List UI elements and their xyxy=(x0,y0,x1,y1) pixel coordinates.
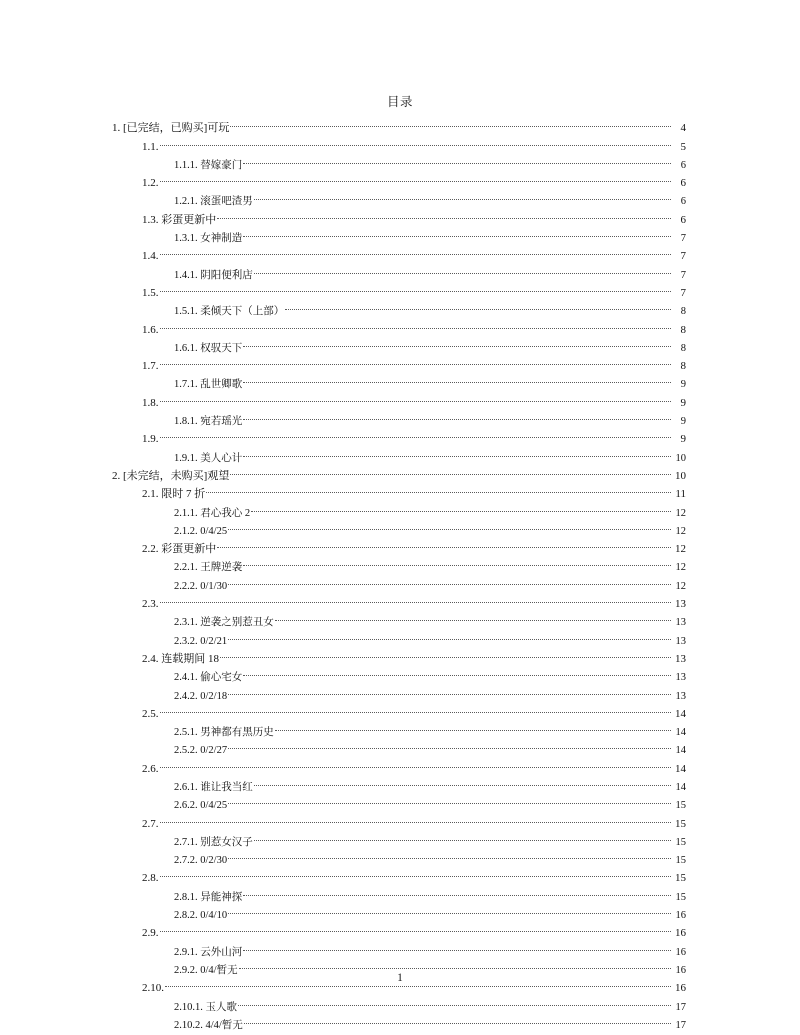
toc-entry-label: 2.3.1. 逆袭之别惹丑女 xyxy=(174,617,274,629)
toc-entry[interactable] xyxy=(174,735,686,757)
toc-leader-dots xyxy=(160,168,672,186)
toc-entry-label: 2.3.2. 0/2/21 xyxy=(174,635,228,647)
toc-leader-dots xyxy=(275,717,671,735)
toc-entry-label: 1.9.1. 美人心计 xyxy=(174,452,243,464)
toc-leader-dots xyxy=(160,387,672,405)
toc-leader-dots xyxy=(244,1010,671,1028)
toc-entry-page-number: 16 xyxy=(675,927,686,940)
toc-entry-label: 2.2. 彩蛋更新中 xyxy=(142,543,217,556)
toc-entry[interactable] xyxy=(142,589,686,611)
toc-entry-label: 1.6.1. 权驭天下 xyxy=(174,342,243,354)
toc-leader-dots xyxy=(243,881,671,899)
toc-entry-label: 2.3. xyxy=(142,598,159,611)
toc-leader-dots xyxy=(228,570,671,588)
toc-entry-page-number: 12 xyxy=(675,525,686,537)
toc-entry-page-number: 16 xyxy=(675,964,686,976)
toc-entry[interactable] xyxy=(142,644,686,665)
toc-leader-dots xyxy=(228,625,671,643)
toc-leader-dots xyxy=(160,241,672,259)
toc-entry-page-number: 15 xyxy=(675,872,686,885)
toc-entry-page-number: 13 xyxy=(675,598,686,611)
toc-entry-label: 2.5.2. 0/2/27 xyxy=(174,745,228,757)
toc-entry[interactable] xyxy=(142,387,686,409)
toc-leader-dots xyxy=(160,589,672,607)
toc-leader-dots xyxy=(217,204,671,222)
toc-leader-dots xyxy=(251,497,671,515)
toc-entry[interactable] xyxy=(142,131,686,153)
toc-entry-page-number: 7 xyxy=(680,250,686,263)
toc-entry-page-number: 8 xyxy=(680,323,686,336)
toc-entry-page-number: 14 xyxy=(675,781,686,793)
toc-leader-dots xyxy=(228,516,671,534)
toc-entry-page-number: 14 xyxy=(675,727,686,739)
toc-entry-page-number: 8 xyxy=(680,342,686,354)
toc-entry-page-number: 6 xyxy=(680,196,686,208)
toc-entry-label: 2.8.2. 0/4/10 xyxy=(174,910,228,922)
toc-entry-page-number: 11 xyxy=(675,488,686,501)
toc-entry-page-number: 10 xyxy=(675,469,686,482)
toc-entry-page-number: 16 xyxy=(675,910,686,922)
toc-entry-page-number: 7 xyxy=(680,286,686,299)
toc-entry-label: 2.4.2. 0/2/18 xyxy=(174,690,228,702)
toc-leader-dots xyxy=(228,790,671,808)
toc-entry[interactable] xyxy=(142,351,686,373)
toc-entry-label: 2.5. xyxy=(142,707,159,720)
toc-entry-label: 2.2.2. 0/1/30 xyxy=(174,580,228,592)
toc-entry-page-number: 15 xyxy=(675,836,686,848)
toc-entry[interactable] xyxy=(174,680,686,702)
toc-leader-dots xyxy=(160,424,672,442)
toc-entry-label: 1.2. xyxy=(142,177,159,190)
toc-entry-label: 1.5.1. 柔倾天下（上部） xyxy=(174,306,285,318)
toc-entry-page-number: 9 xyxy=(680,379,686,391)
toc-leader-dots xyxy=(228,680,671,698)
toc-entry[interactable] xyxy=(174,296,686,318)
toc-entry-page-number: 13 xyxy=(675,635,686,647)
toc-leader-dots xyxy=(243,369,671,387)
toc-leader-dots xyxy=(160,351,672,369)
toc-entry-label: 1.8. xyxy=(142,396,159,409)
toc-leader-dots xyxy=(243,936,671,954)
toc-entry-label: 2.10.1. 玉人歌 xyxy=(174,1001,237,1013)
toc-leader-dots xyxy=(206,479,671,497)
toc-entry-label: 2.6.1. 谁让我当红 xyxy=(174,781,253,793)
toc-entry-label: 2.1.1. 君心我心 2 xyxy=(174,507,251,519)
toc-entry[interactable] xyxy=(174,150,686,171)
toc-entry[interactable] xyxy=(174,186,686,208)
toc-entry-label: 2.4. 连载期间 18 xyxy=(142,652,219,665)
footer-page-number: 1 xyxy=(397,972,403,984)
toc-entry-label: 2.10. xyxy=(142,982,164,995)
toc-entry[interactable] xyxy=(174,516,686,537)
toc-entry[interactable] xyxy=(142,168,686,190)
toc-entry-page-number: 15 xyxy=(675,855,686,867)
toc-entry-page-number: 15 xyxy=(675,800,686,812)
toc-entry-label: 1.1. xyxy=(142,140,159,153)
toc-leader-dots xyxy=(220,644,671,662)
toc-entry-page-number: 17 xyxy=(675,1001,686,1013)
toc-entry-label: 2.6. xyxy=(142,762,159,775)
toc-entry[interactable] xyxy=(174,442,686,464)
toc-leader-dots xyxy=(217,534,671,552)
toc-entry-page-number: 10 xyxy=(675,452,686,464)
toc-entry[interactable] xyxy=(112,113,686,135)
toc-entry[interactable] xyxy=(174,955,686,976)
toc-entry[interactable] xyxy=(174,900,686,922)
toc-entry-page-number: 12 xyxy=(675,543,686,556)
toc-entry[interactable] xyxy=(174,1010,686,1031)
toc-leader-dots xyxy=(230,113,671,131)
toc-entry[interactable] xyxy=(174,369,686,391)
toc-entry[interactable] xyxy=(174,497,686,519)
toc-leader-dots xyxy=(254,259,671,277)
toc-entry[interactable] xyxy=(174,717,686,739)
toc-entry[interactable] xyxy=(174,259,686,281)
toc-entry-page-number: 9 xyxy=(680,416,686,428)
toc-leader-dots xyxy=(243,333,671,351)
toc-leader-dots xyxy=(243,150,671,168)
toc-leader-dots xyxy=(228,900,671,918)
toc-entry-label: 2.8.1. 异能神探 xyxy=(174,891,243,903)
toc-entry-label: 2.7.2. 0/2/30 xyxy=(174,855,228,867)
toc-entry-page-number: 14 xyxy=(675,745,686,757)
toc-entry-page-number: 12 xyxy=(675,507,686,519)
toc-leader-dots xyxy=(243,662,671,680)
toc-entry[interactable] xyxy=(142,863,686,885)
toc-leader-dots xyxy=(275,607,671,625)
toc-entry-label: 1.9. xyxy=(142,433,159,446)
toc-leader-dots xyxy=(243,442,671,460)
toc-entry-label: 1.7. xyxy=(142,360,159,373)
toc-entry-page-number: 7 xyxy=(680,233,686,245)
toc-entry-page-number: 12 xyxy=(675,580,686,592)
toc-entry[interactable] xyxy=(174,607,686,629)
toc-entry-page-number: 16 xyxy=(675,946,686,958)
toc-entry[interactable] xyxy=(174,845,686,867)
toc-entry-page-number: 14 xyxy=(675,707,686,720)
toc-leader-dots xyxy=(243,406,671,424)
toc-leader-dots xyxy=(160,314,672,332)
toc-entry-label: 1.2.1. 滚蛋吧渣男 xyxy=(174,196,253,208)
toc-entry-page-number: 13 xyxy=(675,617,686,629)
toc-leader-dots xyxy=(239,955,671,973)
toc-entry[interactable] xyxy=(174,991,686,1013)
toc-entry[interactable] xyxy=(142,278,686,299)
toc-entry-page-number: 4 xyxy=(680,122,686,135)
toc-entry[interactable] xyxy=(142,204,686,226)
toc-entry[interactable] xyxy=(174,772,686,793)
toc-entry[interactable] xyxy=(174,827,686,848)
toc-entry[interactable] xyxy=(174,662,686,684)
toc-leader-dots xyxy=(160,131,672,149)
toc-entry-page-number: 15 xyxy=(675,817,686,830)
toc-entry-label: 1.8.1. 宛若瑶光 xyxy=(174,416,243,428)
toc-entry-page-number: 12 xyxy=(675,562,686,574)
table-of-contents xyxy=(112,113,686,1031)
toc-entry[interactable] xyxy=(174,552,686,574)
toc-leader-dots xyxy=(160,863,672,881)
toc-entry-label: 2.2.1. 王牌逆袭 xyxy=(174,562,243,574)
toc-entry-label: 2.9.1. 云外山河 xyxy=(174,946,243,958)
toc-leader-dots xyxy=(228,845,671,863)
toc-entry-label: 2. [未完结，未购买]观望 xyxy=(112,469,230,482)
toc-entry-label: 2.1.2. 0/4/25 xyxy=(174,525,228,537)
toc-entry[interactable] xyxy=(174,936,686,958)
toc-entry-page-number: 16 xyxy=(675,982,686,995)
toc-leader-dots xyxy=(230,461,671,479)
toc-leader-dots xyxy=(243,223,671,241)
toc-entry-label: 2.7. xyxy=(142,817,159,830)
toc-entry-page-number: 9 xyxy=(680,396,686,409)
toc-entry-page-number: 6 xyxy=(680,213,686,226)
toc-entry[interactable] xyxy=(174,881,686,903)
page-title: 目录 xyxy=(386,95,413,109)
toc-entry-page-number: 14 xyxy=(675,762,686,775)
toc-entry-label: 1.6. xyxy=(142,323,159,336)
toc-entry[interactable] xyxy=(174,790,686,812)
toc-leader-dots xyxy=(254,186,671,204)
toc-entry-label: 1.1.1. 替嫁豪门 xyxy=(174,159,243,171)
toc-leader-dots xyxy=(160,753,672,771)
toc-entry-page-number: 6 xyxy=(680,177,686,190)
toc-entry-page-number: 13 xyxy=(675,652,686,665)
toc-entry-label: 1.7.1. 乱世卿歌 xyxy=(174,379,243,391)
toc-entry-page-number: 8 xyxy=(680,306,686,318)
toc-entry-label: 2.9. xyxy=(142,927,159,940)
toc-entry-label: 2.5.1. 男神都有黑历史 xyxy=(174,727,274,739)
toc-entry-page-number: 13 xyxy=(675,672,686,684)
toc-entry-page-number: 13 xyxy=(675,690,686,702)
toc-entry-page-number: 9 xyxy=(680,433,686,446)
toc-leader-dots xyxy=(160,808,672,826)
toc-entry-page-number: 17 xyxy=(675,1019,686,1031)
toc-entry-page-number: 8 xyxy=(680,360,686,373)
toc-entry-page-number: 15 xyxy=(675,891,686,903)
toc-entry[interactable] xyxy=(142,534,686,556)
toc-entry[interactable] xyxy=(142,479,686,501)
toc-entry-page-number: 5 xyxy=(680,140,686,153)
toc-entry-label: 2.7.1. 别惹女汉子 xyxy=(174,836,253,848)
toc-entry[interactable] xyxy=(174,223,686,245)
toc-leader-dots xyxy=(254,827,671,845)
toc-leader-dots xyxy=(160,699,672,717)
toc-entry[interactable] xyxy=(142,918,686,940)
toc-leader-dots xyxy=(160,278,672,296)
toc-entry[interactable] xyxy=(174,406,686,428)
toc-entry[interactable] xyxy=(142,753,686,775)
toc-entry[interactable] xyxy=(174,333,686,354)
toc-entry-label: 2.6.2. 0/4/25 xyxy=(174,800,228,812)
toc-entry-label: 2.8. xyxy=(142,872,159,885)
toc-entry-label: 2.4.1. 偷心宅女 xyxy=(174,672,243,684)
toc-leader-dots xyxy=(254,772,671,790)
toc-leader-dots xyxy=(160,918,672,936)
toc-entry-page-number: 6 xyxy=(680,159,686,171)
toc-entry-label: 1.4.1. 阴阳便利店 xyxy=(174,269,253,281)
toc-entry[interactable] xyxy=(142,808,686,830)
toc-entry-label: 2.1. 限时 7 折 xyxy=(142,488,206,501)
toc-entry-label: 2.10.2. 4/4/暂无 xyxy=(174,1019,243,1031)
toc-entry-label: 1.4. xyxy=(142,250,159,263)
toc-entry-label: 1. [已完结，已购买]可玩 xyxy=(112,122,230,135)
toc-entry[interactable] xyxy=(142,314,686,336)
toc-leader-dots xyxy=(238,991,671,1009)
toc-entry-label: 1.3. 彩蛋更新中 xyxy=(142,213,217,226)
toc-entry[interactable] xyxy=(142,424,686,446)
toc-entry[interactable] xyxy=(142,699,686,720)
toc-leader-dots xyxy=(243,552,671,570)
toc-entry[interactable] xyxy=(174,625,686,647)
toc-entry-label: 2.9.2. 0/4/暂无 xyxy=(174,964,238,976)
toc-entry-page-number: 7 xyxy=(680,269,686,281)
toc-entry-label: 1.5. xyxy=(142,286,159,299)
toc-entry[interactable] xyxy=(142,241,686,263)
toc-leader-dots xyxy=(285,296,671,314)
toc-entry-label: 1.3.1. 女神制造 xyxy=(174,233,243,245)
toc-leader-dots xyxy=(228,735,671,753)
toc-entry[interactable] xyxy=(174,570,686,592)
